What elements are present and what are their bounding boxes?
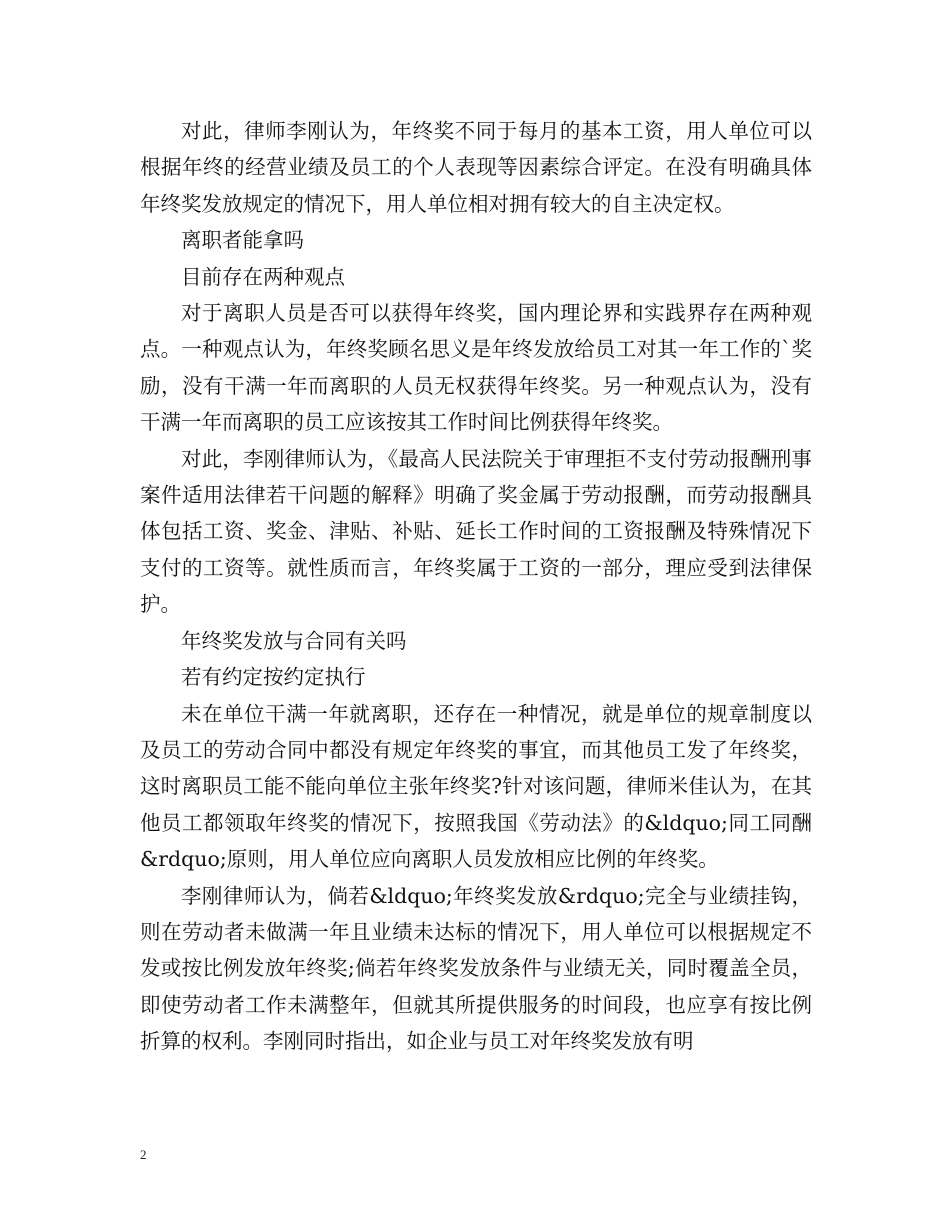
section-heading-resigned: 离职者能拿吗 <box>181 228 304 253</box>
document-page <box>140 113 812 1060</box>
section-heading-contract: 年终奖发放与合同有关吗 <box>181 628 407 653</box>
paragraph-two-views: 对于离职人员是否可以获得年终奖，国内理论界和实践界存在两种观点。一种观点认为，年终奖顾名思义是年终发放给员工对其一年工作的`奖励，没有干满一年而离职的人员无权获得年终奖。另一种观点认为，没有干满一年而离职的员工应该按其工作时间比例获得年终奖。 <box>140 301 812 435</box>
subheading-two-views: 目前存在两种观点 <box>181 264 345 289</box>
paragraph-equal-pay: 未在单位干满一年就离职，还存在一种情况，就是单位的规章制度以及员工的劳动合同中都没有规定年终奖的事宜，而其他员工发了年终奖，这时离职员工能不能向单位主张年终奖?针对该问题，律师米佳认为，在其他员工都领取年终奖的情况下，按照我国《劳动法》的&ldquo;同工同酬&rdquo;原则，用人单位应向离职人员发放相应比例的年终奖。 <box>140 701 812 872</box>
subheading-agreement: 若有约定按约定执行 <box>181 665 366 690</box>
paragraph-performance-linked: 李刚律师认为，倘若&ldquo;年终奖发放&rdquo;完全与业绩挂钩，则在劳动者未做满一年且业绩未达标的情况下，用人单位可以根据规定不发或按比例发放年终奖;倘若年终奖发放条件与业绩无关，同时覆盖全员，即使劳动者工作未满整年，但就其所提供服务的时间段，也应享有按比例折算的权利。李刚同时指出，如企业与员工对年终奖发放有明 <box>140 883 812 1054</box>
paragraph-lawyer-opinion: 对此，律师李刚认为，年终奖不同于每月的基本工资，用人单位可以根据年终的经营业绩及员工的个人表现等因素综合评定。在没有明确具体年终奖发放规定的情况下，用人单位相对拥有较大的自主决定权。 <box>140 119 812 216</box>
paragraph-court-interpretation: 对此，李刚律师认为，《最高人民法院关于审理拒不支付劳动报酬刑事案件适用法律若干问题的解释》明确了奖金属于劳动报酬，而劳动报酬具体包括工资、奖金、津贴、补贴、延长工作时间的工资报酬及特殊情况下支付的工资等。就性质而言，年终奖属于工资的一部分，理应受到法律保护。 <box>140 446 812 617</box>
page-number: 2 <box>140 1147 147 1162</box>
